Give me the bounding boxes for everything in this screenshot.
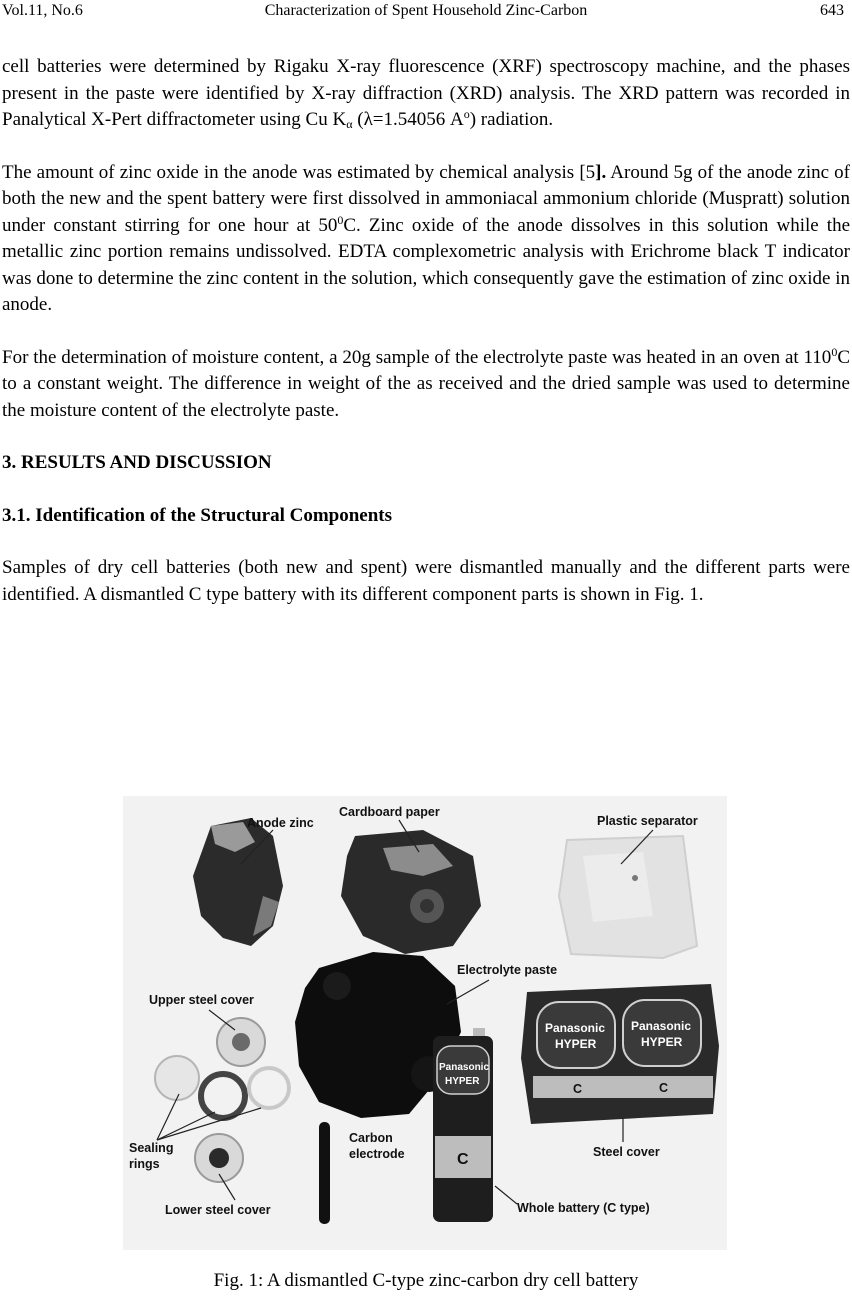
label-carbon-electrode-1: Carbon	[349, 1131, 393, 1145]
carbon-electrode-part	[319, 1122, 330, 1224]
battery-size: C	[457, 1151, 469, 1168]
battery-model: HYPER	[445, 1076, 480, 1087]
section-heading: 3. RESULTS AND DISCUSSION	[2, 452, 272, 473]
paragraph-zinc-oxide: The amount of zinc oxide in the anode was estimated by chemical analysis [5]. Around 5g of the anode zinc of both the new and the spent battery were first dissolved in ammoniacal ammonium chloride (Muspratt) solution under constant stirring for one hour at $50^0C$. Zinc oxide of the anode dissolves in this solution while the metallic zinc portion remains undissolved. EDTA complexometric analysis with Erichrome black T indicator was done to determine the zinc content in the solution, which consequently gave the estimation of zinc oxide in anode.	[2, 161, 851, 315]
figure-dismantled-battery	[123, 796, 727, 1250]
wrapper-brand-right: Panasonic	[631, 1019, 692, 1033]
battery-brand: Panasonic	[439, 1062, 490, 1073]
label-lower-steel-cover: Lower steel cover	[165, 1203, 271, 1217]
wrapper-model-right: HYPER	[641, 1035, 683, 1049]
label-anode-zinc: Anode zinc	[247, 816, 314, 830]
paragraph-xrd: cell batteries were determined by Rigaku X-ray fluorescence (XRF) spectroscopy machine, and the phases present in the paste were identified by X-ray diffraction (XRD) analysis. The XRD pattern was recorded in Panalytical X-Pert diffractometer using Cu $K_\alpha$ (λ=1.54056 $A^o$) radiation.	[2, 56, 850, 131]
label-upper-steel-cover: Upper steel cover	[149, 993, 254, 1007]
running-title: Characterization of Spent Household Zinc-Carbon	[264, 2, 588, 19]
label-electrolyte-paste: Electrolyte paste	[457, 963, 558, 977]
figure-caption: Fig. 1: A dismantled C-type zinc-carbon dry cell battery	[213, 1270, 639, 1291]
label-cardboard-paper: Cardboard paper	[339, 805, 440, 819]
running-header	[0, 0, 852, 24]
wrapper-size-left: C	[573, 1082, 583, 1096]
subsection-heading: 3.1. Identification of the Structural Components	[2, 504, 393, 526]
whole-battery-part	[433, 1028, 493, 1222]
plastic-separator-part	[559, 836, 697, 958]
label-steel-cover: Steel cover	[593, 1145, 660, 1159]
page-number: 643	[820, 2, 844, 19]
wrapper-size-right: C	[659, 1081, 669, 1095]
label-plastic-separator: Plastic separator	[597, 814, 698, 828]
label-sealing-rings-2: rings	[129, 1157, 160, 1171]
figure-illustration	[123, 796, 727, 1250]
paragraph-moisture: For the determination of moisture content, a 20g sample of the electrolyte paste was heated in an oven at $110^0C$ to a constant weight. The difference in weight of the as received and the dried sample was used to determine the moisture content of the electrolyte paste.	[2, 344, 850, 421]
wrapper-brand-left: Panasonic	[545, 1021, 606, 1035]
paragraph-samples: Samples of dry cell batteries (both new and spent) were dismantled manually and the different parts were identified. A dismantled C type battery with its different component parts is shown in Fig. 1.	[2, 557, 850, 605]
label-whole-battery: Whole battery (C type)	[517, 1201, 650, 1215]
label-carbon-electrode-2: electrode	[349, 1147, 405, 1161]
label-sealing-rings-1: Sealing	[129, 1141, 174, 1155]
wrapper-model-left: HYPER	[555, 1037, 597, 1051]
steel-cover-part	[521, 984, 719, 1124]
volume-label: Vol.11, No.6	[2, 2, 83, 19]
body-text	[2, 54, 850, 608]
